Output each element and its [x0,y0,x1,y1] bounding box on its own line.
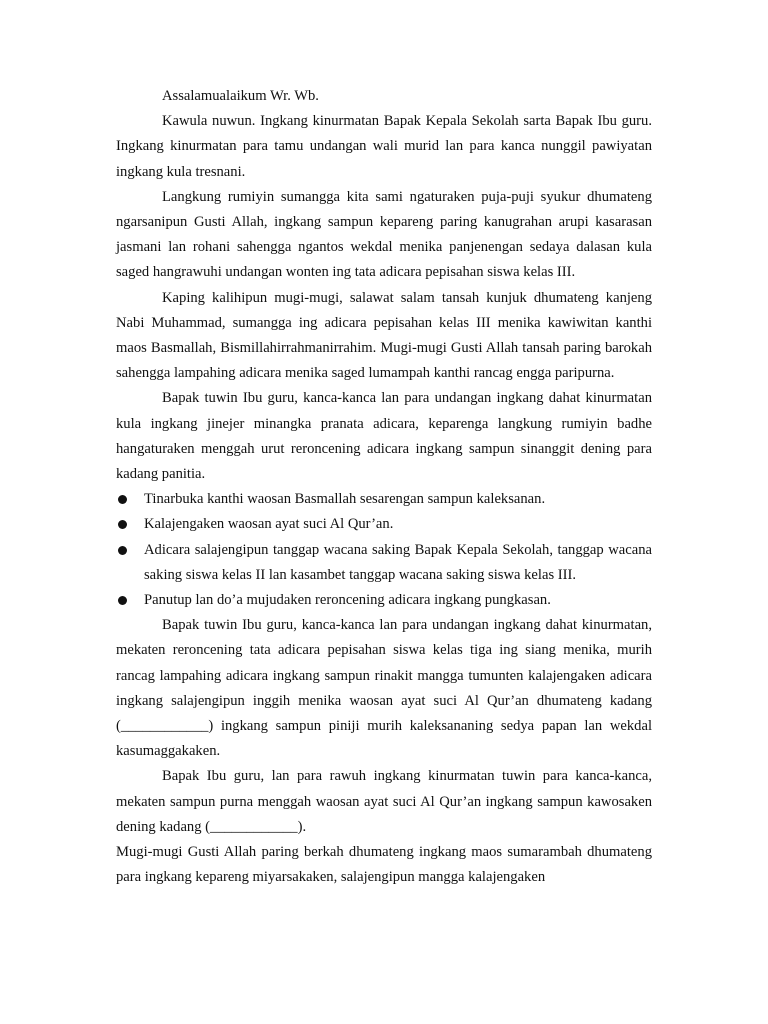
list-item [116,588,652,613]
list-item [116,512,652,537]
bullet-icon [118,546,127,555]
bullet-icon [118,520,127,529]
list-item-text: Kalajengaken waosan ayat suci Al Qur’an. [144,516,394,533]
agenda-list [116,487,652,613]
paragraph-closing: Mugi-mugi Gusti Allah paring berkah dhumateng ingkang maos sumarambah dhumateng para ingkang kepareng miyarsakaken, salajengipun mangga kalajengaken [116,844,652,886]
bullet-icon [118,495,127,504]
list-item-text: Tinarbuka kanthi waosan Basmallah sesarengan sampun kaleksanan. [144,491,546,508]
paragraph-gratitude: Langkung rumiyin sumangga kita sami ngaturaken puja-puji syukur dhumateng ngarsanipun Gusti Allah, ingkang sampun kepareng paring kanugrahan arupi kasarasan jasmani lan rohani sahengga ngantos wekdal menika panjenengan sedaya dalasan kula saged hangrawuhi undangan wonten ing tata adicara pepisahan siswa kelas III. [116,188,652,281]
paragraph-agenda-intro: Bapak tuwin Ibu guru, kanca-kanca lan para undangan ingkang dahat kinurmatan kula ingkang jinejer minangka pranata adicara, keparenga langkung rumiyin badhe hangaturaken menggah urut reroncening adicara ingkang sampun sinanggit dening para kadang panitia. [116,390,652,483]
document-page [116,84,652,891]
list-item [116,538,652,588]
paragraph-agenda-summary: Bapak tuwin Ibu guru, kanca-kanca lan para undangan ingkang dahat kinurmatan, mekaten reroncening tata adicara pepisahan siswa kelas tiga ing siang menika, murih rancag lampahing adicara ingkang sampun rinakit mangga tumunten kalajengaken adicara ingkang salajengipun inggih menika waosan ayat suci Al Qur’an dhumateng kadang (____________) ingkang sampun piniji murih kaleksananing sedya papan lan wekdal kasumaggakaken. [116,617,652,760]
list-item-text: Panutup lan do’a mujudaken reroncening adicara ingkang pungkasan. [144,592,551,609]
list-item [116,487,652,512]
greeting: Assalamualaikum Wr. Wb. [162,88,319,104]
paragraph-opening: Kawula nuwun. Ingkang kinurmatan Bapak Kepala Sekolah sarta Bapak Ibu guru. Ingkang kinurmatan para tamu undangan wali murid lan para kanca nunggil pawiyatan ingkang kula tresnani. [116,113,652,180]
paragraph-after-recitation: Bapak Ibu guru, lan para rawuh ingkang kinurmatan tuwin para kanca-kanca, mekaten sampun purna menggah waosan ayat suci Al Qur’an ingkang sampun kawosaken dening kadang (____________). [116,768,652,835]
paragraph-salawat: Kaping kalihipun mugi-mugi, salawat salam tansah kunjuk dhumateng kanjeng Nabi Muhammad, sumangga ing adicara pepisahan kelas III menika kawiwitan kanthi maos Basmallah, Bismillahirrahmanirrahim. Mugi-mugi Gusti Allah tansah paring barokah sahengga lampahing adicara menika saged lumampah kanthi rancag engga paripurna. [116,289,652,382]
list-item-text: Adicara salajengipun tanggap wacana saking Bapak Kepala Sekolah, tanggap wacana saking siswa kelas II lan kasambet tanggap wacana saking siswa kelas III. [144,541,652,583]
bullet-icon [118,596,127,605]
